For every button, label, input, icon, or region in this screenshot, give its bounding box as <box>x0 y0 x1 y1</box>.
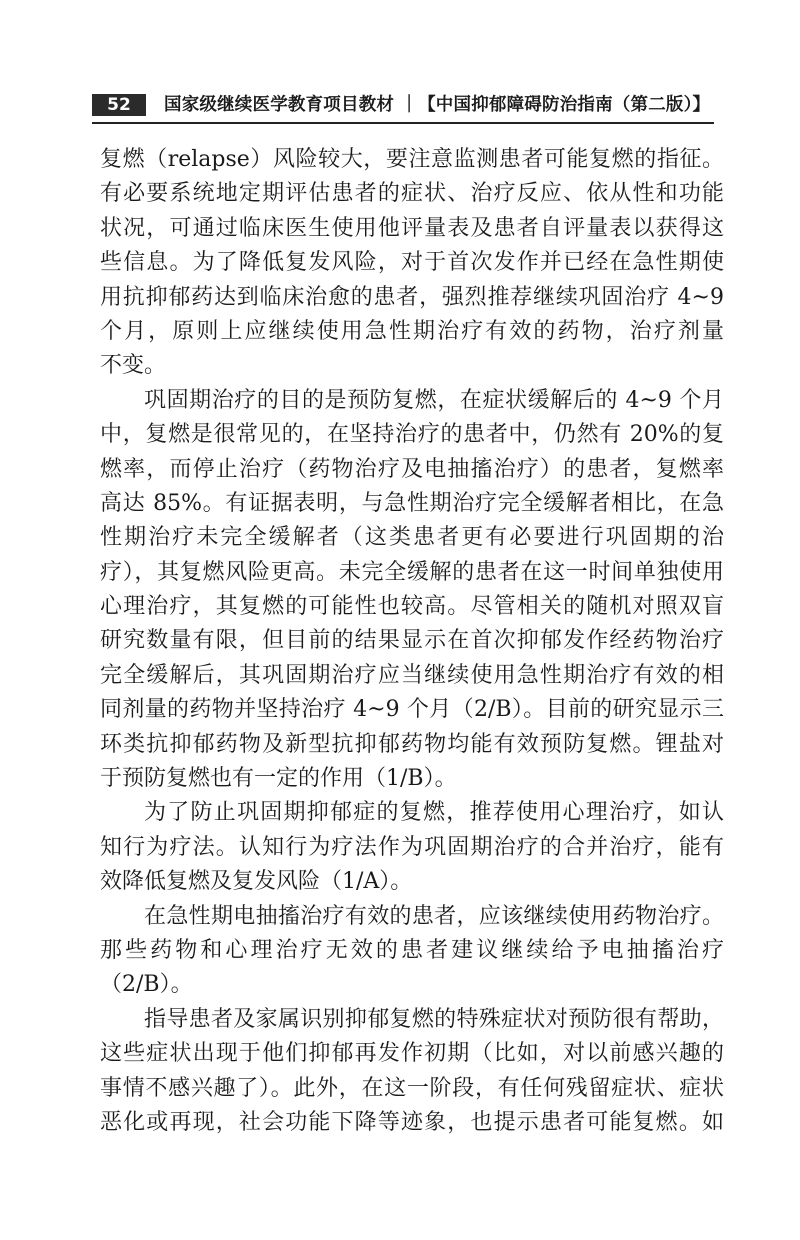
text-line: 指导患者及家属识别抑郁复燃的特殊症状对预防很有帮助， <box>144 1006 724 1032</box>
text-line: 个月，原则上应继续使用急性期治疗有效的药物，治疗剂量 <box>100 318 724 344</box>
text-line: 效降低复燃及复发风险（1/A）。 <box>100 869 413 895</box>
text-line: 于预防复燃也有一定的作用（1/B）。 <box>100 766 457 792</box>
text-line: 些信息。为了降低复发风险，对于首次发作并已经在急性期使 <box>100 250 724 276</box>
body-text <box>100 143 724 1140</box>
text-line: 这些症状出现于他们抑郁再发作初期（比如，对以前感兴趣的 <box>100 1041 724 1067</box>
text-line: 环类抗抑郁药物及新型抗抑郁药物均能有效预防复燃。锂盐对 <box>100 731 724 757</box>
text-line: 疗），其复燃风险更高。未完全缓解的患者在这一时间单独使用 <box>100 559 724 585</box>
text-line: 性期治疗未完全缓解者（这类患者更有必要进行巩固期的治 <box>100 525 724 551</box>
text-line: 恶化或再现，社会功能下降等迹象，也提示患者可能复燃。如 <box>100 1109 724 1135</box>
text-line: 心理治疗，其复燃的可能性也较高。尽管相关的随机对照双盲 <box>100 594 724 620</box>
text-line: 状况，可通过临床医生使用他评量表及患者自评量表以获得这 <box>100 215 724 241</box>
text-line: 同剂量的药物并坚持治疗 4~9 个月（2/B）。目前的研究显示三 <box>100 697 724 723</box>
text-line: 中，复燃是很常见的，在坚持治疗的患者中，仍然有 20%的复 <box>100 422 724 448</box>
text-line: 研究数量有限，但目前的结果显示在首次抑郁发作经药物治疗 <box>100 628 724 654</box>
text-line: 燃率，而停止治疗（药物治疗及电抽搐治疗）的患者，复燃率 <box>100 456 724 482</box>
page-number: 52 <box>92 94 146 116</box>
running-title: 国家级继续医学教育项目教材 ｜【中国抑郁障碍防治指南（第二版）】 <box>164 95 711 115</box>
text-line: 那些药物和心理治疗无效的患者建议继续给予电抽搐治疗 <box>100 937 724 963</box>
text-line: 有必要系统地定期评估患者的症状、治疗反应、依从性和功能 <box>100 181 724 207</box>
text-line: 巩固期治疗的目的是预防复燃，在症状缓解后的 4~9 个月 <box>144 387 724 413</box>
text-line: 完全缓解后，其巩固期治疗应当继续使用急性期治疗有效的相 <box>100 662 724 688</box>
text-line: 高达 85%。有证据表明，与急性期治疗完全缓解者相比，在急 <box>100 490 724 516</box>
text-line: 在急性期电抽搐治疗有效的患者，应该继续使用药物治疗。 <box>144 903 724 929</box>
text-line: 为了防止巩固期抑郁症的复燃，推荐使用心理治疗，如认 <box>144 800 724 826</box>
text-line: （2/B）。 <box>100 972 193 998</box>
page-header <box>92 92 714 124</box>
text-line: 用抗抑郁药达到临床治愈的患者，强烈推荐继续巩固治疗 4~9 <box>100 284 724 310</box>
text-line: 事情不感兴趣了）。此外，在这一阶段，有任何残留症状、症状 <box>100 1075 724 1101</box>
text-line: 复燃（relapse）风险较大，要注意监测患者可能复燃的指征。 <box>100 147 724 172</box>
text-line: 知行为疗法。认知行为疗法作为巩固期治疗的合并治疗，能有 <box>100 834 724 860</box>
text-line: 不变。 <box>100 353 167 379</box>
